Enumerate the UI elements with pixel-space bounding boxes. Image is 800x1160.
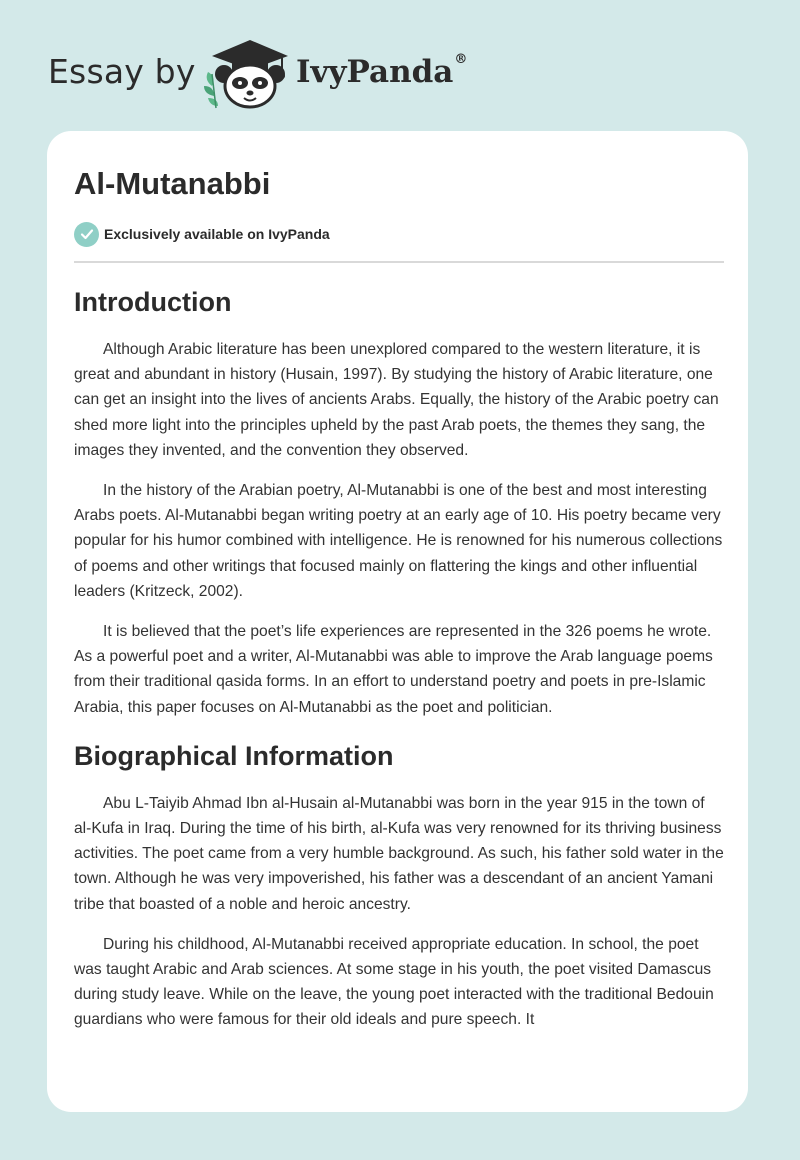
exclusive-badge	[74, 221, 330, 247]
section-heading-introduction: Introduction	[74, 287, 232, 317]
exclusive-badge-text: Exclusively available on IvyPanda	[104, 226, 330, 242]
divider	[74, 261, 724, 263]
ivypanda-logo-icon[interactable]	[202, 34, 294, 110]
essay-body	[74, 281, 724, 1048]
brand-name[interactable]	[296, 54, 467, 90]
registered-mark: ®	[454, 52, 468, 67]
essay-by-label: Essay by	[48, 52, 196, 91]
site-header	[48, 34, 548, 110]
essay-card	[47, 131, 748, 1112]
check-icon	[74, 222, 99, 247]
paragraph: Although Arabic literature has been unexplored compared to the western literature, it is great and abundant in history (Husain, 1997). By studying the history of Arabic literature, one can get an insight into the lives of ancients Arabs. Equally, the history of the Arabic poetry can shed more light into the principles upheld by the past Arab poets, the themes they sang, the images they invented, and the convention they observed.	[74, 341, 719, 459]
paragraph: During his childhood, Al-Mutanabbi received appropriate education. In school, the poet was taught Arabic and Arab sciences. At some stage in his youth, the poet visited Damascus during study leave. While on the leave, the young poet interacted with the traditional Bedouin guardians who were famous for their old ideals and pure speech. It	[74, 935, 714, 1029]
paragraph: In the history of the Arabian poetry, Al-Mutanabbi is one of the best and most interesting Arabs poets. Al-Mutanabbi began writing poetry at an early age of 10. His poetry became very popular for his humor combined with intelligence. He is renowned for his numerous collections of poems and other writings that focused mainly on flattering the kings and other influential leaders (Kritzeck, 2002).	[74, 482, 723, 600]
page-title: Al-Mutanabbi	[74, 166, 271, 201]
brand-text: IvyPanda	[296, 54, 454, 90]
section-heading-biographical-information: Biographical Information	[74, 740, 394, 771]
paragraph: Abu L-Taiyib Ahmad Ibn al-Husain al-Mutanabbi was born in the year 915 in the town of al-Kufa in Iraq. During the time of his birth, al-Kufa was very renowned for its thriving business activities. The poet came from a very humble background. As such, his father sold water in the town. Although he was very impoverished, his father was a descendant of an ancient Yamani tribe that boasted of a noble and heroic ancestry.	[74, 794, 724, 913]
paragraph: It is believed that the poet’s life experiences are represented in the 326 poems he wrote. As a powerful poet and a writer, Al-Mutanabbi was able to improve the Arab language poems from their traditional qasida forms. In an effort to understand poetry and poets in pre-Islamic Arabia, this paper focuses on Al-Mutanabbi as the poet and politician.	[74, 623, 713, 716]
